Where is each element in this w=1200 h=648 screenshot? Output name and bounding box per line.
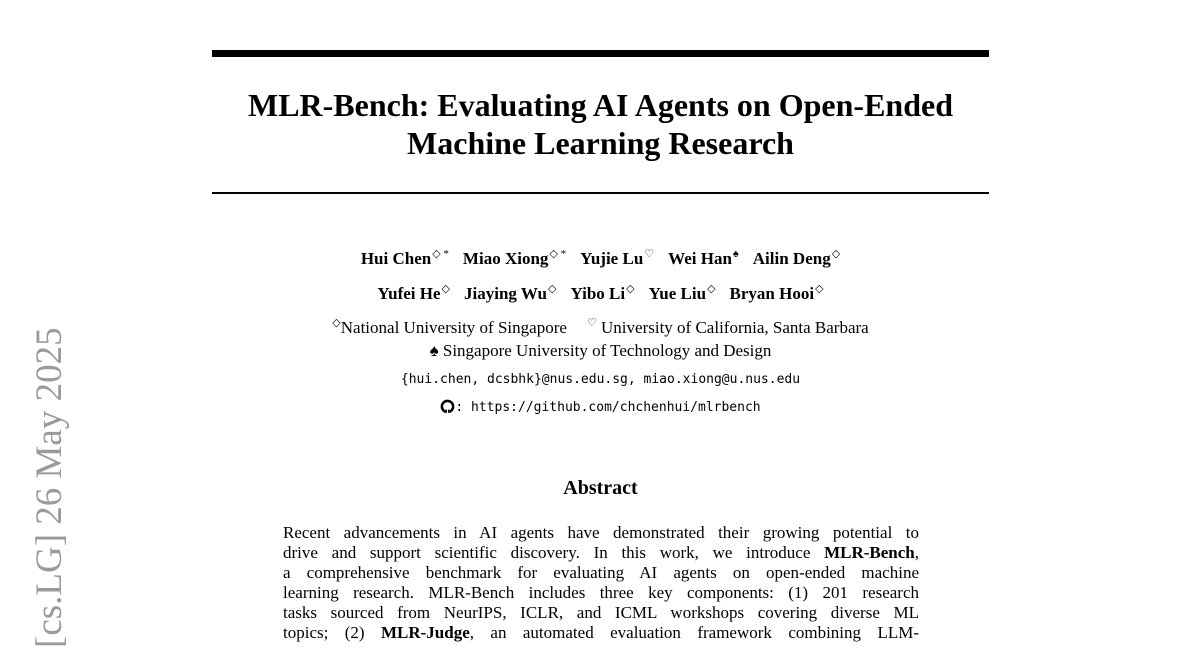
affiliation-name: Singapore University of Technology and Design (438, 341, 772, 360)
author: Bryan Hooi◇ (729, 283, 824, 303)
author: Jiaying Wu◇ (464, 283, 557, 303)
affiliation-name: University of California, Santa Barbara (596, 318, 869, 337)
author-list-row1 (212, 249, 989, 269)
affiliation-mark: ♠ (429, 341, 439, 360)
affiliation-mark: ♡ (586, 317, 597, 329)
author-emails: {hui.chen, dcsbhk}@nus.edu.sg, miao.xiong@u.nus.edu (400, 372, 801, 387)
paper-title (212, 86, 989, 162)
author: Ailin Deng◇ (752, 248, 841, 268)
abstract-line: a comprehensive benchmark for evaluating AI agents on open-ended machine (283, 563, 919, 582)
repo-link[interactable]: https://github.com/chchenhui/mlrbench (471, 400, 761, 415)
author: Yibo Li◇ (570, 283, 635, 303)
title-top-rule (212, 50, 989, 57)
affiliations-line2 (212, 341, 989, 361)
abstract-line: tasks sourced from NeurIPS, ICLR, and ICML workshops covering diverse ML (283, 603, 919, 622)
author-list-row2 (212, 284, 989, 304)
author: Yue Liu◇ (648, 283, 716, 303)
affiliations-line1 (212, 318, 989, 338)
repo-separator: : (455, 400, 472, 415)
author: Yujie Lu♡ (580, 248, 655, 268)
abstract-line: drive and support scientific discovery. In this work, we introduce MLR-Bench, (283, 543, 919, 562)
abstract-line: learning research. MLR-Bench includes three key components: (1) 201 research (283, 583, 919, 602)
affiliation-mark: ◇ (332, 317, 341, 329)
paper-title-line2: Machine Learning Research (407, 125, 794, 161)
repo-line (212, 399, 989, 417)
author: Miao Xiong◇ * (462, 248, 567, 268)
abstract-line: Recent advancements in AI agents have demonstrated their growing potential to (283, 523, 919, 542)
abstract-line: topics; (2) MLR-Judge, an automated evaluation framework combining LLM- (283, 623, 919, 642)
abstract-body (283, 523, 919, 643)
affiliation-name: National University of Singapore (340, 318, 567, 337)
github-icon (440, 399, 455, 414)
author: Yufei He◇ (377, 283, 451, 303)
author: Wei Han♠ (668, 248, 739, 268)
title-bottom-rule (212, 192, 989, 194)
paper-title-line1: MLR-Bench: Evaluating AI Agents on Open-Ended (247, 87, 953, 123)
author: Hui Chen◇ * (360, 248, 449, 268)
abstract-heading: Abstract (563, 477, 638, 499)
arxiv-side-stamp: [cs.LG] 26 May 2025 (29, 327, 70, 648)
